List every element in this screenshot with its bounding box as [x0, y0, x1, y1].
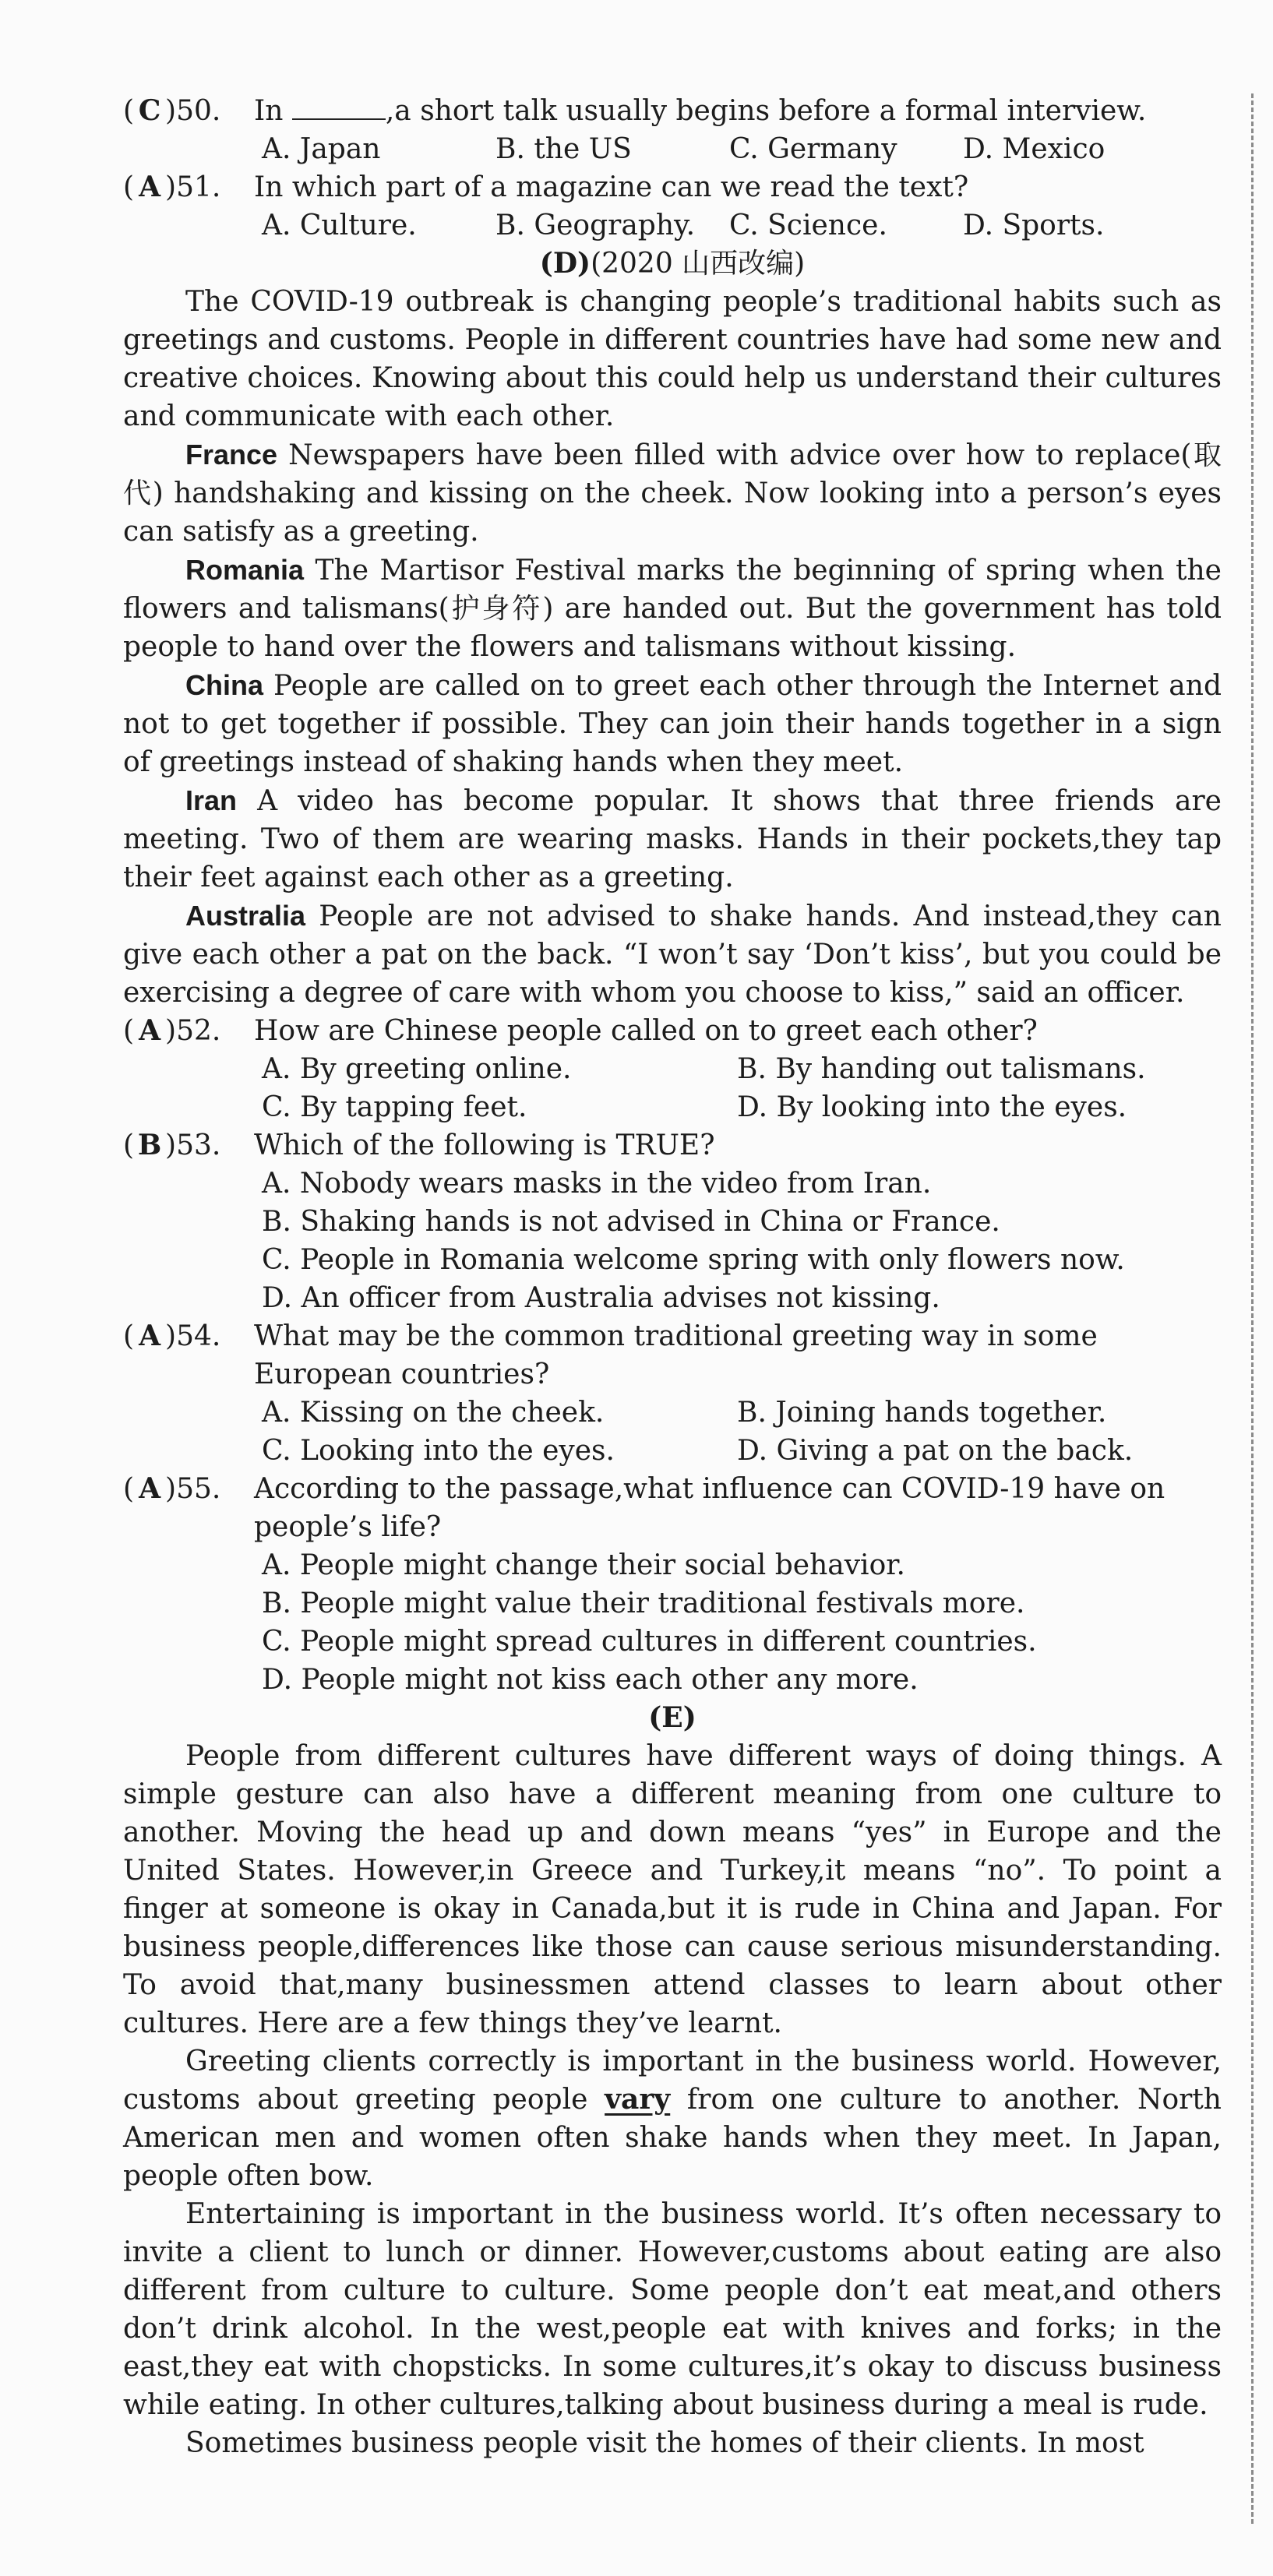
option-a: A. Culture.	[262, 210, 417, 241]
option-b: B. Shaking hands is not advised in China or France.	[262, 1206, 1000, 1238]
option-b: B. People might value their traditional festivals more.	[262, 1588, 1025, 1619]
answer-mark: ( A )55.	[123, 1472, 221, 1505]
option-d: D. Sports.	[963, 210, 1105, 241]
section-e-paragraph-1: People from different cultures have different ways of doing things. A simple gesture can also have a different meaning from one culture to another. Moving the head up and down means “yes” in Europe and the United States. However,in Greece and Turkey,it means “no”. To point a finger at someone is okay in Canada,but it is rude in China and Japan. For business people,differences like those can cause serious misunderstanding. To avoid that,many businessmen attend classes to learn about other cultures. Here are a few things they’ve learnt.	[123, 1740, 1222, 2039]
section-e-title: (E)	[648, 1701, 696, 1734]
question-52	[123, 1012, 1222, 1126]
option-a: A. Nobody wears masks in the video from Iran.	[262, 1168, 932, 1200]
option-a: A. Kissing on the cheek.	[262, 1397, 605, 1429]
option-d: D. An officer from Australia advises not kissing.	[262, 1282, 940, 1314]
option-c: C. Looking into the eyes.	[262, 1435, 615, 1467]
option-b: B. the US	[495, 133, 632, 165]
country-china: China People are called on to greet each other through the Internet and not to get together if possible. They can join their hands together in a sign of greetings instead of shaking hands when they meet.	[123, 669, 1222, 778]
keyword-vary: vary	[605, 2083, 671, 2116]
question-text: Which of the following is TRUE?	[254, 1129, 715, 1161]
options	[262, 206, 1222, 245]
answer-mark: ( A )52.	[123, 1014, 221, 1047]
question-55	[123, 1470, 1222, 1699]
binding-margin-line	[1251, 93, 1254, 2524]
answer-mark: ( C )50.	[123, 94, 221, 127]
option-d: D. By looking into the eyes.	[737, 1091, 1127, 1123]
section-d-title: (D)(2020 山西改编)	[539, 247, 806, 280]
country-iran: Iran A video has become popular. It shows that three friends are meeting. Two of them are wearing masks. Hands in their pockets,they tap their feet against each other as a greeting.	[123, 784, 1222, 893]
options	[262, 1546, 1222, 1699]
option-b: B. By handing out talismans.	[737, 1053, 1146, 1085]
section-e-paragraph-3: Entertaining is important in the business world. It’s often necessary to invite a client to lunch or dinner. However,customs about eating are also different from culture to culture. Some people don’t eat meat,and others don’t drink alcohol. In the west,people eat with knives and forks; in the east,they eat with chopsticks. In some cultures,it’s okay to discuss business while eating. In other cultures,talking about business during a meal is rude.	[123, 2198, 1222, 2421]
option-c: C. Science.	[729, 210, 887, 241]
worksheet-page	[123, 92, 1222, 2462]
section-e-paragraph-2: Greeting clients correctly is important in the business world. However, customs about greeting people vary from one culture to another. North American men and women often shake hands when they meet. In Japan, people often bow.	[123, 2046, 1222, 2192]
question-text: What may be the common traditional greeting way in some European countries?	[254, 1320, 1098, 1390]
options	[262, 1050, 1222, 1126]
options	[262, 1394, 1222, 1470]
question-51	[123, 168, 1222, 245]
option-d: D. Giving a pat on the back.	[737, 1435, 1134, 1467]
options	[262, 1165, 1222, 1317]
option-c: C. People in Romania welcome spring with only flowers now.	[262, 1244, 1125, 1276]
answer-mark: ( A )51.	[123, 171, 221, 203]
answer-mark: ( B )53.	[123, 1129, 221, 1161]
options	[262, 130, 1222, 168]
option-d: D. Mexico	[963, 133, 1106, 165]
option-c: C. By tapping feet.	[262, 1091, 527, 1123]
option-d: D. People might not kiss each other any more.	[262, 1664, 919, 1696]
section-d-intro: The COVID-19 outbreak is changing people’s traditional habits such as greetings and customs. People in different countries have had some new and creative choices. Knowing about this could help us understand their cultures and communicate with each other.	[123, 286, 1222, 432]
option-b: B. Geography.	[495, 210, 696, 241]
option-c: C. Germany	[729, 133, 897, 165]
question-54	[123, 1317, 1222, 1470]
question-text: How are Chinese people called on to greet each other?	[254, 1015, 1038, 1047]
country-france: France Newspapers have been filled with advice over how to replace(取代) handshaking and kissing on the cheek. Now looking into a person’s eyes can satisfy as a greeting.	[123, 439, 1222, 548]
country-romania: Romania The Martisor Festival marks the beginning of spring when the flowers and talismans(护身符) are handed out. But the government has told people to hand over the flowers and talismans without kissing.	[123, 554, 1222, 663]
option-a: A. By greeting online.	[262, 1053, 572, 1085]
fill-blank	[292, 93, 386, 120]
question-text: In which part of a magazine can we read the text?	[254, 171, 969, 203]
question-53	[123, 1126, 1222, 1317]
option-a: A. Japan	[262, 133, 381, 165]
question-text: In ,a short talk usually begins before a formal interview.	[254, 95, 1147, 127]
answer-mark: ( A )54.	[123, 1320, 221, 1352]
option-a: A. People might change their social behavior.	[262, 1549, 905, 1581]
section-e-paragraph-4: Sometimes business people visit the homes of their clients. In most	[185, 2427, 1144, 2459]
country-australia: Australia People are not advised to shake hands. And instead,they can give each other a pat on the back. “I won’t say ‘Don’t kiss’, but you could be exercising a degree of care with whom you choose to kiss,” said an officer.	[123, 900, 1222, 1009]
question-text: According to the passage,what influence can COVID-19 have on people’s life?	[254, 1473, 1165, 1543]
option-b: B. Joining hands together.	[737, 1397, 1107, 1429]
option-c: C. People might spread cultures in different countries.	[262, 1626, 1037, 1658]
question-50	[123, 92, 1222, 168]
